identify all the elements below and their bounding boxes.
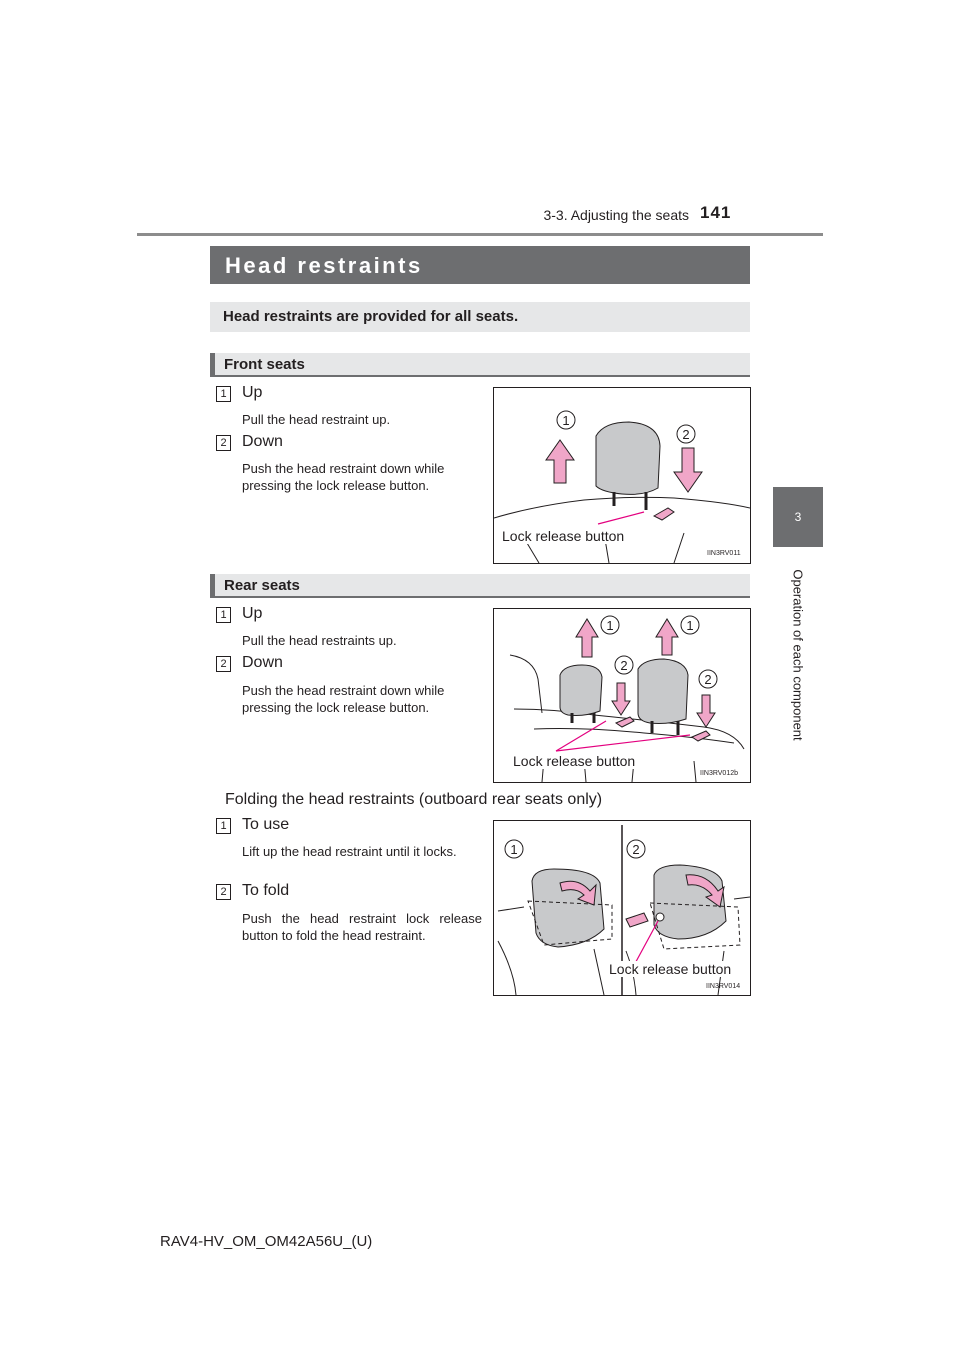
fold-item-2-desc: Push the head restraint lock release button to fold the head restraint.	[242, 911, 482, 943]
fold-lock-release-label: Lock release button	[609, 961, 732, 977]
intro-text: Head restraints are provided for all seats.	[223, 308, 519, 325]
lock-leader-line	[598, 512, 644, 524]
rear-item-2-number: 2	[216, 656, 231, 672]
chapter-side-label	[773, 553, 823, 758]
chapter-side-label-text: Operation of each component	[790, 569, 806, 741]
rear-callout-2a-text: 2	[620, 658, 628, 673]
headrest-shape	[596, 422, 660, 494]
section-title-bar	[210, 246, 750, 284]
front-item-1-desc: Pull the head restraint up.	[242, 412, 391, 427]
fold-item-1-number: 1	[216, 818, 231, 834]
rear-item-1-number: 1	[216, 607, 231, 623]
front-figure-code: IIN3RV011	[707, 550, 741, 557]
fold-callout-1-text: 1	[510, 842, 518, 857]
page-number: 141	[700, 203, 732, 222]
front-item-1-title: Up	[242, 384, 263, 401]
front-item-2-number: 2	[216, 435, 231, 451]
rear-item-1-desc: Pull the head restraints up.	[242, 633, 397, 648]
rear-right-arrow-up-icon	[656, 619, 678, 655]
fold-push-arrow-icon	[626, 913, 648, 927]
arrow-up-icon	[546, 440, 574, 483]
rear-left-arrow-up-icon	[576, 619, 598, 657]
fold-item-2-title: To fold	[242, 882, 290, 899]
front-item-2-title: Down	[242, 433, 283, 450]
front-item-2-desc: Push the head restraint down while pressing the lock release button.	[242, 461, 445, 493]
chapter-tab-number: 3	[794, 510, 802, 524]
front-item-1-number: 1	[216, 386, 231, 402]
callout-1-text: 1	[562, 413, 570, 428]
section-title: Head restraints	[225, 253, 423, 278]
front-lock-release-label: Lock release button	[502, 528, 625, 544]
chapter-tab	[773, 487, 823, 547]
fold-item-2-number: 2	[216, 884, 231, 900]
arrow-down-icon	[674, 448, 702, 492]
rear-figure-code: IIN3RV012b	[700, 770, 739, 777]
header-rule	[137, 233, 823, 236]
fold-figure-code: IIN3RV014	[706, 983, 741, 990]
fold-item-1-desc: Lift up the head restraint until it locks.	[242, 844, 457, 859]
rear-seats-figure	[493, 608, 751, 783]
front-seats-heading	[210, 353, 750, 377]
callout-2-text: 2	[682, 427, 690, 442]
rear-left-headrest	[560, 665, 602, 716]
rear-callout-2b-text: 2	[704, 672, 712, 687]
front-seats-heading-text: Front seats	[224, 356, 305, 373]
rear-callout-1a-text: 1	[606, 618, 614, 633]
fold-lock-button	[656, 913, 664, 921]
rear-right-arrow-down-icon	[697, 695, 715, 727]
rear-item-1-title: Up	[242, 605, 263, 622]
fold-callout-2-text: 2	[632, 842, 640, 857]
rear-left-arrow-down-icon	[612, 683, 630, 715]
rear-right-headrest	[638, 659, 688, 724]
push-button-arrow-icon	[654, 508, 674, 520]
rear-seats-heading-text: Rear seats	[224, 577, 300, 594]
rear-item-2-desc: Push the head restraint down while pressing the lock release button.	[242, 683, 445, 715]
fold-item-1-title: To use	[242, 816, 290, 833]
rear-lock-release-label: Lock release button	[513, 753, 636, 769]
fold-left-headrest	[532, 869, 604, 947]
rear-item-2-title: Down	[242, 654, 283, 671]
rear-seats-heading	[210, 574, 750, 598]
rear-callout-1b-text: 1	[686, 618, 694, 633]
intro-bar	[210, 302, 750, 332]
front-seats-figure	[493, 387, 751, 564]
document-footer-code: RAV4-HV_OM_OM42A56U_(U)	[160, 1233, 373, 1250]
folding-figure	[493, 820, 751, 996]
chapter-section-title: 3-3. Adjusting the seats	[543, 207, 689, 223]
folding-intro: Folding the head restraints (outboard rear seats only)	[225, 791, 603, 808]
seat-top-line	[494, 497, 750, 518]
